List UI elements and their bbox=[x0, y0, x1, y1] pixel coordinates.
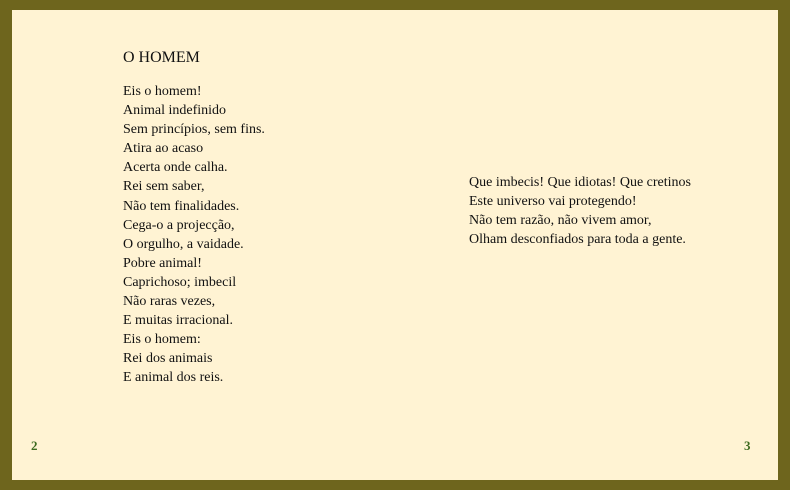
poem-line: O orgulho, a vaidade. bbox=[123, 236, 244, 252]
poem-line: Rei sem saber, bbox=[123, 179, 205, 195]
poem-line: Rei dos animais bbox=[123, 351, 213, 367]
poem-line: Que imbecis! Que idiotas! Que cretinos bbox=[469, 175, 691, 190]
poem-line: Eis o homem: bbox=[123, 332, 201, 348]
page-number-left: 2 bbox=[31, 438, 38, 453]
poem-line: Sem princípios, sem fins. bbox=[123, 122, 265, 138]
poem-title: O HOMEM bbox=[123, 49, 200, 66]
poem-line: Animal indefinido bbox=[123, 103, 227, 119]
poem-line: Eis o homem! bbox=[123, 84, 202, 99]
poem-line: E animal dos reis. bbox=[123, 370, 224, 386]
poem-line: Acerta onde calha. bbox=[123, 160, 228, 176]
poem-line: Caprichoso; imbecil bbox=[123, 274, 237, 290]
poem-line: Não raras vezes, bbox=[123, 294, 216, 310]
poem-line: Não tem finalidades. bbox=[123, 198, 240, 214]
page-number-right: 3 bbox=[744, 438, 751, 453]
poem-line: Este universo vai protegendo! bbox=[469, 194, 637, 210]
poem-stanza-left bbox=[123, 82, 423, 388]
poem-line: Pobre animal! bbox=[123, 255, 202, 271]
right-page-text bbox=[469, 173, 769, 249]
poem-line: Atira ao acaso bbox=[123, 141, 204, 157]
book-spread bbox=[12, 10, 778, 480]
left-page-text bbox=[123, 48, 423, 388]
poem-line: E muitas irracional. bbox=[123, 313, 234, 329]
poem-line: Cega-o a projecção, bbox=[123, 217, 235, 233]
poem-line: Olham desconfiados para toda a gente. bbox=[469, 232, 686, 248]
poem-line: Não tem razão, não vivem amor, bbox=[469, 213, 652, 229]
